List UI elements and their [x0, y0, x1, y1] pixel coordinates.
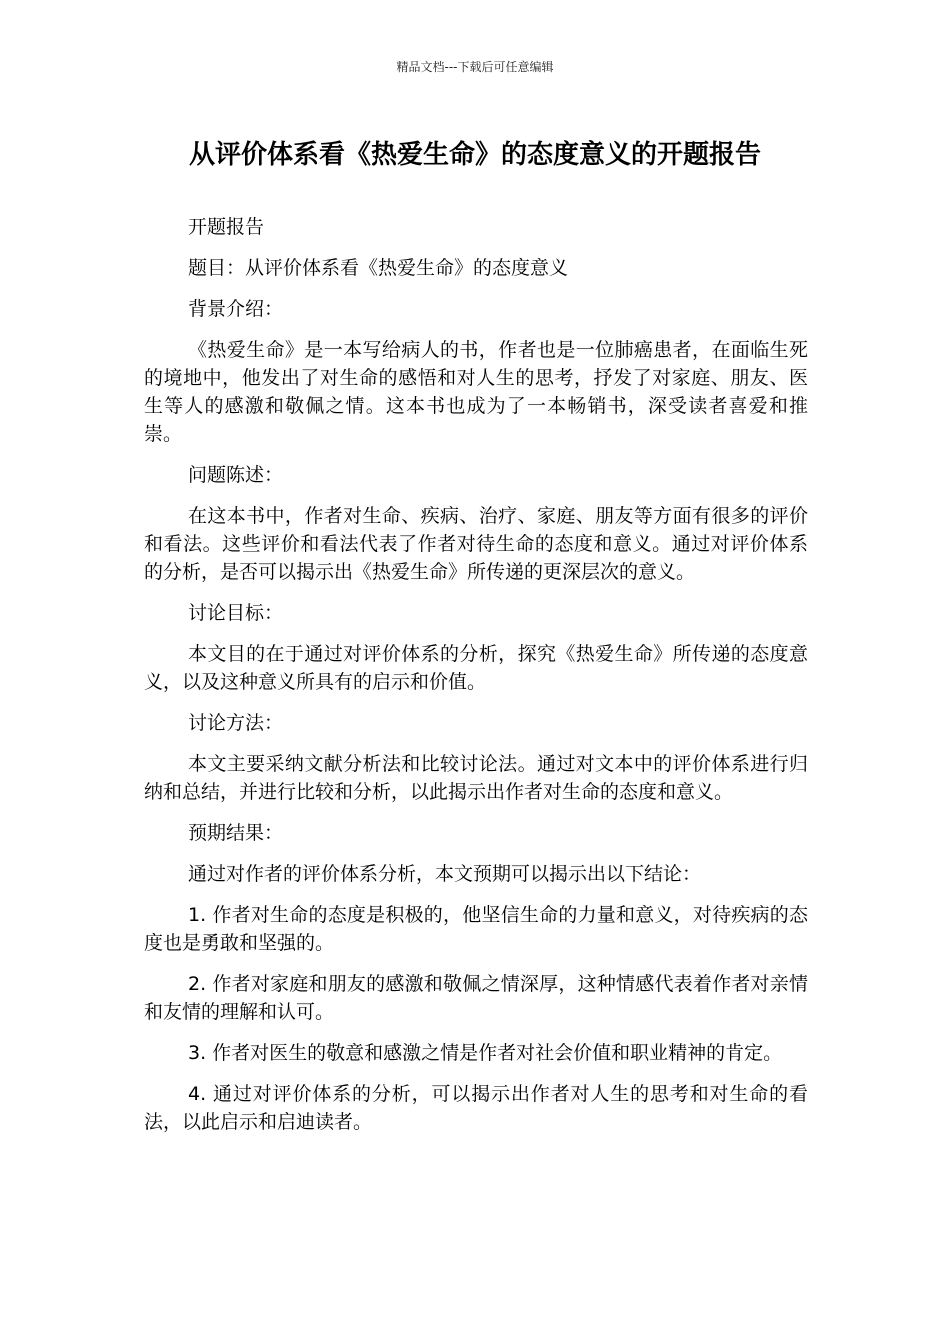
paragraph-topic: 题目：从评价体系看《热爱生命》的态度意义 [188, 257, 569, 279]
list-item-result-3: 3. 作者对医生的敬意和感激之情是作者对社会价值和职业精神的肯定。 [188, 1042, 783, 1064]
heading-expected-results: 预期结果： [188, 822, 284, 844]
document-title: 从评价体系看《热爱生命》的态度意义的开题报告 [188, 140, 761, 170]
paragraph-goal: 本文目的在于通过对评价体系的分析，探究《热爱生命》所传递的态度意义，以及这种意义所具有的启示和价值。 [144, 643, 808, 693]
paragraph-method: 本文主要采纳文献分析法和比较讨论法。通过对文本中的评价体系进行归纳和总结，并进行比较和分析，以此揭示出作者对生命的态度和意义。 [144, 753, 808, 803]
heading-background: 背景介绍： [188, 298, 284, 320]
header-note: 精品文档---下载后可任意编辑 [396, 60, 554, 74]
document-body [144, 213, 808, 1149]
list-item-result-4: 4. 通过对评价体系的分析，可以揭示出作者对人生的思考和对生命的看法，以此启示和启迪读者。 [144, 1083, 808, 1133]
paragraph-problem: 在这本书中，作者对生命、疾病、治疗、家庭、朋友等方面有很多的评价和看法。这些评价和看法代表了作者对待生命的态度和意义。通过对评价体系的分析，是否可以揭示出《热爱生命》所传递的更深层次的意义。 [144, 505, 808, 583]
paragraph-expected-intro: 通过对作者的评价体系分析，本文预期可以揭示出以下结论： [188, 863, 702, 885]
heading-goal: 讨论目标： [188, 602, 284, 624]
list-item-result-2: 2. 作者对家庭和朋友的感激和敬佩之情深厚，这种情感代表着作者对亲情和友情的理解和认可。 [144, 973, 808, 1023]
list-item-result-1: 1. 作者对生命的态度是积极的，他坚信生命的力量和意义，对待疾病的态度也是勇敢和坚强的。 [144, 904, 808, 954]
heading-method: 讨论方法： [188, 712, 284, 734]
paragraph-background: 《热爱生命》是一本写给病人的书，作者也是一位肺癌患者，在面临生死的境地中，他发出了对生命的感悟和对人生的思考，抒发了对家庭、朋友、医生等人的感激和敬佩之情。这本书也成为了一本畅销书，深受读者喜爱和推崇。 [144, 339, 808, 445]
paragraph-label-report: 开题报告 [188, 216, 265, 238]
heading-problem: 问题陈述： [188, 464, 284, 486]
